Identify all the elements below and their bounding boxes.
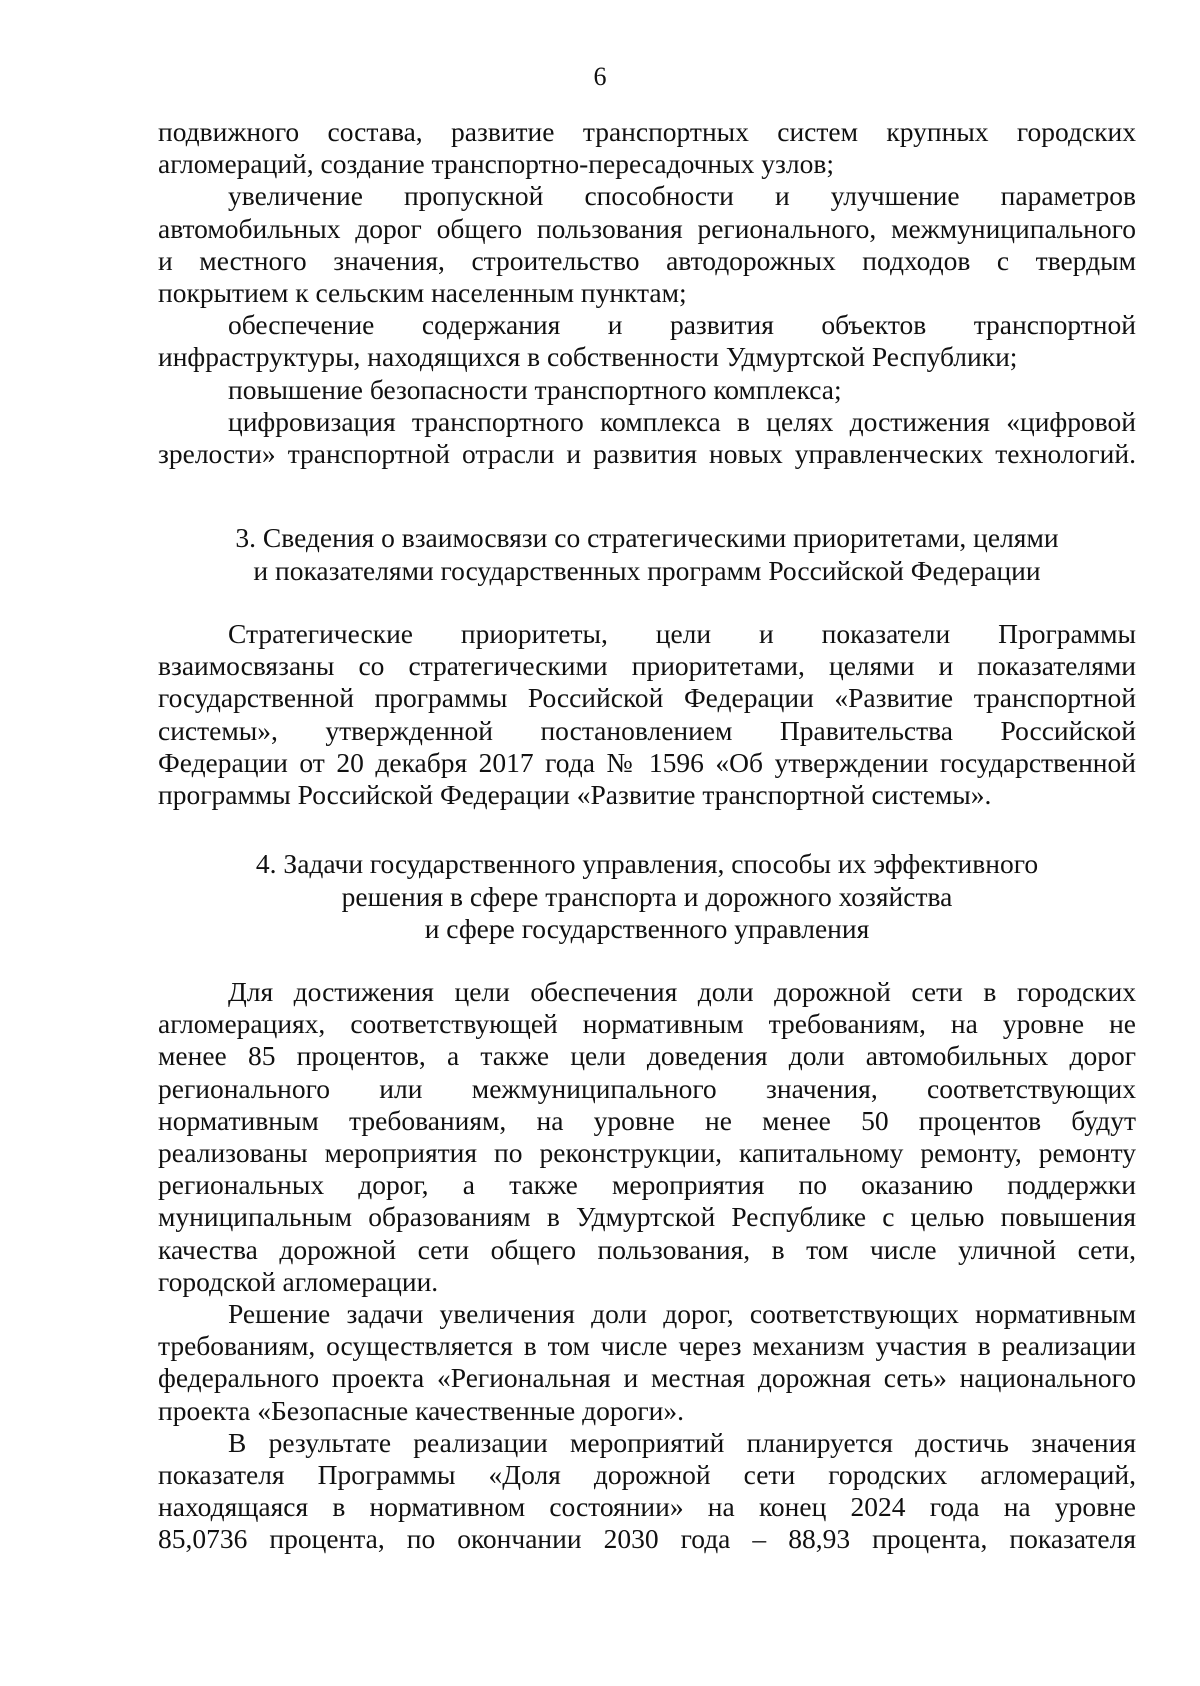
- text-line: цифровизация транспортного комплекса в целях достижения «цифровой: [228, 405, 1136, 437]
- section-4-text: [158, 976, 1136, 1556]
- text-line: зрелости» транспортной отрасли и развития новых управленческих технологий.: [158, 438, 1136, 470]
- text-line: реализованы мероприятия по реконструкции, капитальному ремонту, ремонту: [158, 1137, 1136, 1169]
- text-line: регионального или межмуниципального значения, соответствующих: [158, 1072, 1136, 1104]
- intro-paragraph-5-end: [158, 438, 1136, 470]
- text-line: показателя Программы «Доля дорожной сети городских агломераций,: [158, 1459, 1136, 1491]
- section-3-paragraph-cont: [158, 682, 1136, 714]
- section-3-paragraph-cont: [158, 650, 1136, 682]
- text-line: взаимосвязаны со стратегическими приоритетами, целями и показателями: [158, 650, 1136, 682]
- section-3-text: [158, 618, 1136, 811]
- intro-paragraph-1-end: [158, 148, 1136, 180]
- text-line: В результате реализации мероприятий планируется достичь значения: [228, 1426, 1136, 1458]
- text-line: требованиям, осуществляется в том числе через механизм участия в реализации: [158, 1330, 1136, 1362]
- text-line: Федерации от 20 декабря 2017 года № 1596 «Об утверждении государственной: [158, 746, 1136, 778]
- section-4-paragraph-2-end: [158, 1395, 1136, 1427]
- intro-paragraph-4: [158, 374, 1136, 406]
- heading-line: и показателями государственных программ Российской Федерации: [253, 554, 1041, 586]
- section-4-paragraph-2-cont: [158, 1330, 1136, 1362]
- heading-line: 4. Задачи государственного управления, способы их эффективного: [255, 848, 1039, 879]
- text-line: системы», утвержденной постановлением Правительства Российской: [158, 714, 1136, 746]
- text-line: Решение задачи увеличения доли дорог, соответствующих нормативным: [228, 1298, 1136, 1330]
- section-4-paragraph-1-cont: [158, 1137, 1136, 1169]
- text-line: агломерациях, соответствующей нормативным требованиям, на уровне не: [158, 1008, 1136, 1040]
- text-line: Для достижения цели обеспечения доли дорожной сети в городских: [228, 976, 1136, 1007]
- text-line: увеличение пропускной способности и улучшение параметров: [228, 180, 1136, 212]
- text-line: и местного значения, строительство автодорожных подходов с твердым: [158, 244, 1136, 276]
- text-line: региональных дорог, а также мероприятия по оказанию поддержки: [158, 1169, 1136, 1201]
- section-4-paragraph-1-end: [158, 1266, 1136, 1298]
- section-4-paragraph-1-cont: [158, 1008, 1136, 1040]
- section-4-heading: [158, 848, 1136, 946]
- intro-paragraph-2-cont: [158, 213, 1136, 245]
- text-line: подвижного состава, развитие транспортных систем крупных городских: [158, 116, 1136, 147]
- section-3-paragraph-cont: [158, 715, 1136, 747]
- section-4-paragraph-1-cont: [158, 1040, 1136, 1072]
- text-line: автомобильных дорог общего пользования регионального, межмуниципального: [158, 212, 1136, 244]
- text-line: проекта «Безопасные качественные дороги».: [158, 1394, 685, 1426]
- text-line: находящаяся в нормативном состоянии» на конец 2024 года на уровне: [158, 1491, 1136, 1523]
- text-line: качества дорожной сети общего пользования, в том числе уличной сети,: [158, 1233, 1136, 1265]
- section-4-paragraph-3-cont: [158, 1523, 1136, 1555]
- section-3-paragraph-cont: [158, 747, 1136, 779]
- section-4-paragraph-1-cont: [158, 1201, 1136, 1233]
- intro-paragraph-3: [158, 309, 1136, 341]
- text-line: нормативным требованиям, на уровне не менее 50 процентов будут: [158, 1104, 1136, 1136]
- text-line: программы Российской Федерации «Развитие транспортной системы».: [158, 779, 992, 811]
- text-line: инфраструктуры, находящихся в собственности Удмуртской Республики;: [158, 341, 1018, 373]
- section-4-paragraph-2-cont: [158, 1362, 1136, 1394]
- text-line: менее 85 процентов, а также цели доведения доли автомобильных дорог: [158, 1040, 1136, 1072]
- section-4-paragraph-1-cont: [158, 1234, 1136, 1266]
- section-4-paragraph-3: [158, 1427, 1136, 1459]
- intro-paragraph-2-cont: [158, 245, 1136, 277]
- section-3-heading: [158, 522, 1136, 587]
- text-line: муниципальным образованиям в Удмуртской Республике с целью повышения: [158, 1201, 1136, 1233]
- intro-paragraph-2: [158, 180, 1136, 212]
- intro-paragraph-5: [158, 406, 1136, 438]
- intro-text: [158, 116, 1136, 470]
- section-4-paragraph-3-cont: [158, 1459, 1136, 1491]
- text-line: агломераций, создание транспортно-пересадочных узлов;: [158, 148, 834, 180]
- intro-paragraph-2-end: [158, 277, 1136, 309]
- section-4-paragraph-1: [158, 976, 1136, 1008]
- section-3-paragraph-end: [158, 779, 1136, 811]
- text-line: государственной программы Российской Федерации «Развитие транспортной: [158, 682, 1136, 714]
- text-line: городской агломерации.: [158, 1265, 439, 1297]
- section-4-paragraph-1-cont: [158, 1169, 1136, 1201]
- intro-paragraph-1: [158, 116, 1136, 148]
- intro-paragraph-3-end: [158, 341, 1136, 373]
- text-line: обеспечение содержания и развития объектов транспортной: [228, 309, 1136, 341]
- section-4-paragraph-2: [158, 1298, 1136, 1330]
- heading-line: и сфере государственного управления: [424, 913, 870, 944]
- section-4-paragraph-3-cont: [158, 1491, 1136, 1523]
- text-line: Стратегические приоритеты, цели и показатели Программы: [228, 618, 1136, 649]
- text-line: покрытием к сельским населенным пунктам;: [158, 277, 687, 309]
- heading-line: 3. Сведения о взаимосвязи со стратегическими приоритетами, целями: [235, 522, 1059, 553]
- text-line: 85,0736 процента, по окончании 2030 года – 88,93 процента, показателя: [158, 1523, 1136, 1555]
- section-4-paragraph-1-cont: [158, 1105, 1136, 1137]
- page-number: 6: [593, 62, 607, 91]
- text-line: федерального проекта «Региональная и местная дорожная сеть» национального: [158, 1362, 1136, 1394]
- text-line: повышение безопасности транспортного комплекса;: [228, 373, 842, 405]
- heading-line: решения в сфере транспорта и дорожного хозяйства: [341, 880, 953, 912]
- section-4-paragraph-1-cont: [158, 1073, 1136, 1105]
- section-3-paragraph: [158, 618, 1136, 650]
